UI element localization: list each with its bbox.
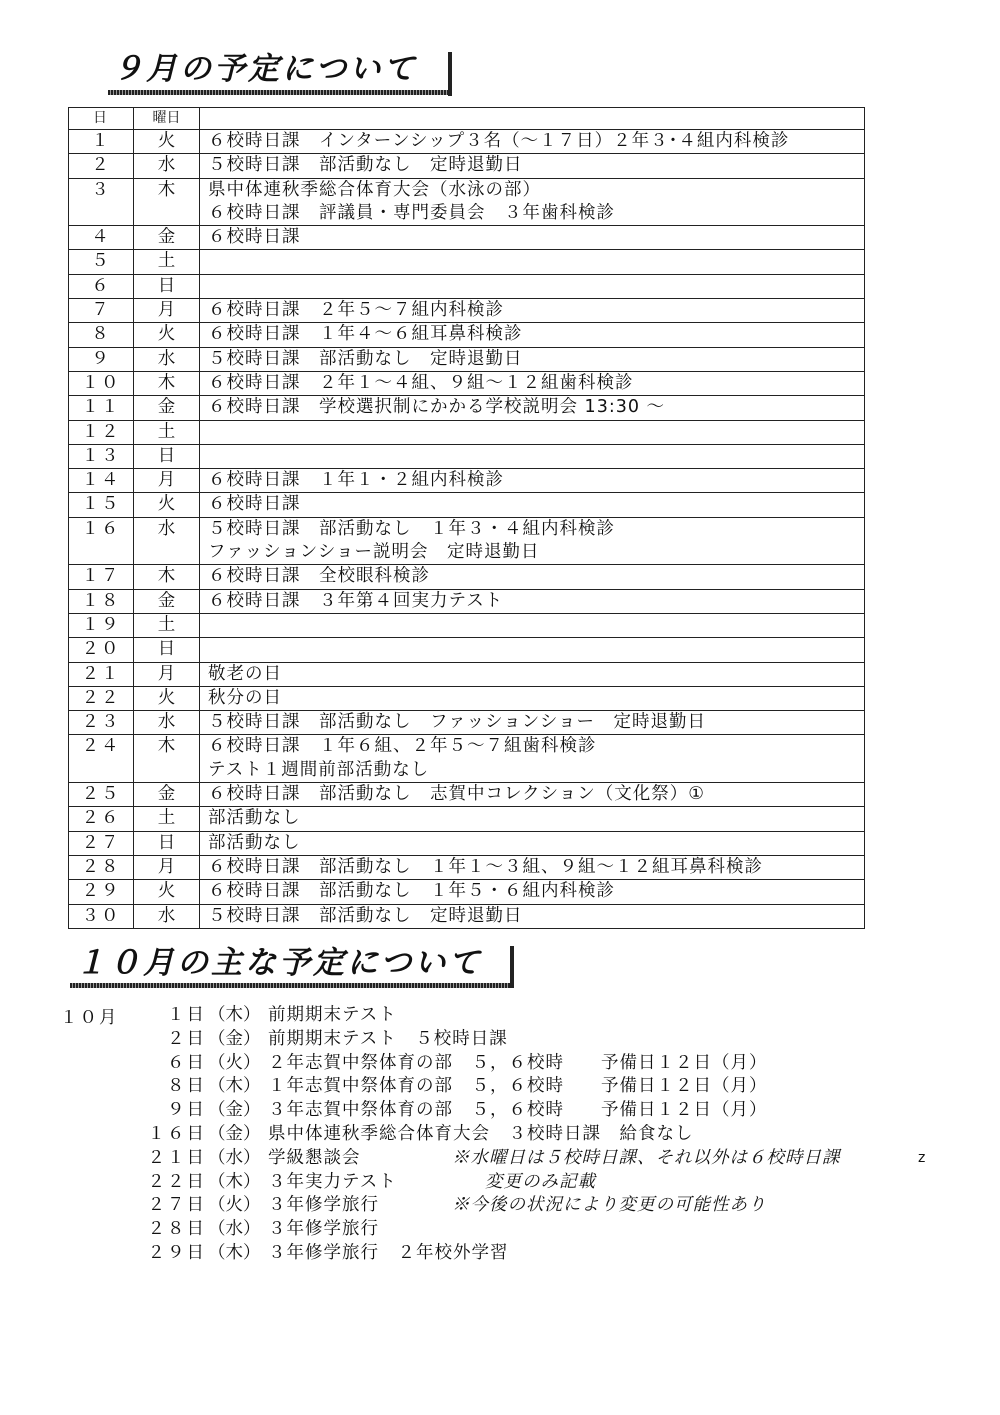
event-line: ６校時日課 ３年第４回実力テスト xyxy=(208,590,504,611)
row-events xyxy=(200,783,865,807)
row-day: ２４ xyxy=(69,735,134,783)
event-line: ６校時日課 部活動なし １年５・６組内科検診 xyxy=(208,881,615,902)
oct-event: ３年実力テスト xyxy=(268,1171,397,1192)
row-day: ３０ xyxy=(69,904,134,928)
row-weekday: 水 xyxy=(134,711,200,735)
row-weekday: 木 xyxy=(134,178,200,226)
oct-weekday: （木） xyxy=(208,1005,261,1025)
row-weekday: 火 xyxy=(134,493,200,517)
list-item xyxy=(60,1075,940,1098)
row-events xyxy=(200,469,865,493)
oct-day: １日 xyxy=(167,1005,206,1025)
stray-mark: z xyxy=(918,1150,926,1166)
oct-day: ８日 xyxy=(167,1076,206,1097)
row-day: ３ xyxy=(69,178,134,226)
row-weekday: 火 xyxy=(134,323,200,347)
october-heading xyxy=(75,945,483,981)
row-events xyxy=(200,250,865,274)
event-line: ６校時日課 全校眼科検診 xyxy=(208,566,430,587)
row-events xyxy=(200,274,865,298)
event-line: ６校時日課 評議員・専門委員会 ３年歯科検診 xyxy=(208,202,615,223)
row-day: １７ xyxy=(69,565,134,589)
row-weekday: 水 xyxy=(134,517,200,565)
row-events xyxy=(200,662,865,686)
row-events xyxy=(200,904,865,928)
event-line: ６校時日課 インターンシップ３名（～１７日）２年３･４組内科検診 xyxy=(208,131,790,151)
event-line: ５校時日課 部活動なし 定時退勤日 xyxy=(208,348,523,369)
row-day: １４ xyxy=(69,469,134,493)
oct-date xyxy=(130,1004,261,1027)
row-events xyxy=(200,589,865,613)
row-events xyxy=(200,735,865,783)
october-note-subject-to-change: ※今後の状況により変更の可能性あり xyxy=(452,1195,767,1215)
october-schedule-list xyxy=(60,1004,960,1266)
row-weekday: 日 xyxy=(134,638,200,662)
event-line: ６校時日課 ２年５～７組内科検診 xyxy=(208,300,504,321)
row-events xyxy=(200,493,865,517)
oct-event: １年志賀中祭体育の部 ５，６校時 予備日１２日（月） xyxy=(268,1076,768,1097)
row-weekday: 月 xyxy=(134,855,200,879)
row-weekday: 木 xyxy=(134,565,200,589)
list-item xyxy=(60,1004,940,1027)
list-item xyxy=(60,1052,940,1075)
row-day: １９ xyxy=(69,613,134,637)
row-events xyxy=(200,178,865,226)
october-month-label: １０月 xyxy=(60,1008,119,1028)
event-line: ６校時日課 １年１・２組内科検診 xyxy=(208,470,504,491)
header-day: 日 xyxy=(69,108,134,130)
table-row xyxy=(69,323,865,347)
row-day: ２８ xyxy=(69,855,134,879)
table-row xyxy=(69,711,865,735)
table-row xyxy=(69,686,865,710)
list-item xyxy=(60,1123,940,1146)
september-schedule-table xyxy=(68,107,865,929)
event-line: 部活動なし xyxy=(208,832,301,853)
table-row xyxy=(69,396,865,420)
event-line: 秋分の日 xyxy=(208,687,282,708)
oct-weekday: （木） xyxy=(208,1243,261,1263)
event-line: ５校時日課 部活動なし １年３・４組内科検診 xyxy=(208,518,615,539)
event-line: テスト１週間前部活動なし xyxy=(208,759,430,780)
row-weekday: 金 xyxy=(134,783,200,807)
row-events xyxy=(200,613,865,637)
oct-day: ９日 xyxy=(167,1100,206,1121)
oct-weekday: （火） xyxy=(208,1052,261,1073)
oct-day: １６日 xyxy=(147,1124,206,1144)
table-row xyxy=(69,347,865,371)
oct-day: ２７日 xyxy=(147,1195,206,1216)
october-note-wednesday: ※水曜日は５校時日課、それ以外は６校時日課 xyxy=(452,1148,841,1168)
oct-date xyxy=(130,1123,261,1146)
table-row xyxy=(69,130,865,154)
row-day: ２０ xyxy=(69,638,134,662)
event-line: ６校時日課 部活動なし １年１～３組、９組～１２組耳鼻科検診 xyxy=(208,856,763,877)
row-weekday: 火 xyxy=(134,880,200,904)
list-item xyxy=(60,1099,940,1122)
row-day: ９ xyxy=(69,347,134,371)
row-events xyxy=(200,638,865,662)
october-note-changes-only: 変更のみ記載 xyxy=(485,1172,596,1192)
row-events xyxy=(200,371,865,395)
row-weekday: 金 xyxy=(134,226,200,250)
row-day: １５ xyxy=(69,493,134,517)
table-row xyxy=(69,638,865,662)
oct-date xyxy=(130,1075,261,1098)
oct-weekday: （金） xyxy=(208,1100,261,1121)
september-title: ９月の予定について xyxy=(112,51,418,87)
row-weekday: 日 xyxy=(134,444,200,468)
oct-date xyxy=(130,1171,261,1194)
oct-weekday: （木） xyxy=(208,1171,261,1192)
event-line: 敬老の日 xyxy=(208,663,282,684)
oct-event: 県中体連秋季総合体育大会 ３校時日課 給食なし xyxy=(268,1124,694,1144)
row-events xyxy=(200,299,865,323)
oct-event: ３年修学旅行 xyxy=(268,1195,379,1216)
row-day: ６ xyxy=(69,274,134,298)
oct-weekday: （水） xyxy=(208,1219,261,1240)
oct-weekday: （金） xyxy=(208,1124,261,1144)
table-row xyxy=(69,517,865,565)
event-line: 県中体連秋季総合体育大会（水泳の部） xyxy=(208,179,541,200)
table-row xyxy=(69,662,865,686)
row-weekday: 日 xyxy=(134,831,200,855)
september-heading xyxy=(112,51,418,87)
oct-event: 前期期末テスト xyxy=(268,1005,397,1025)
row-day: ５ xyxy=(69,250,134,274)
oct-weekday: （木） xyxy=(208,1076,261,1097)
row-weekday: 土 xyxy=(134,420,200,444)
oct-day: ２９日 xyxy=(147,1243,206,1263)
oct-event: 学級懇談会 xyxy=(268,1147,361,1168)
row-day: ２５ xyxy=(69,783,134,807)
oct-date xyxy=(130,1147,261,1170)
row-weekday: 金 xyxy=(134,396,200,420)
row-weekday: 土 xyxy=(134,807,200,831)
list-item xyxy=(60,1218,940,1241)
event-line: ６校時日課 学校選択制にかかる学校説明会 13:30 ～ xyxy=(208,397,666,418)
oct-date xyxy=(130,1242,261,1265)
row-events xyxy=(200,323,865,347)
event-line: ５校時日課 部活動なし 定時退勤日 xyxy=(208,155,523,176)
row-day: ２６ xyxy=(69,807,134,831)
row-events xyxy=(200,855,865,879)
row-events xyxy=(200,831,865,855)
row-day: １２ xyxy=(69,420,134,444)
row-events xyxy=(200,130,865,154)
oct-day: ２１日 xyxy=(147,1147,206,1168)
oct-weekday: （金） xyxy=(208,1028,261,1049)
row-day: ２ xyxy=(69,154,134,178)
table-row xyxy=(69,880,865,904)
row-events xyxy=(200,565,865,589)
table-row xyxy=(69,444,865,468)
oct-event: ３年志賀中祭体育の部 ５，６校時 予備日１２日（月） xyxy=(268,1100,768,1121)
row-events xyxy=(200,444,865,468)
oct-date xyxy=(130,1052,261,1075)
table-row xyxy=(69,274,865,298)
oct-event: ２年志賀中祭体育の部 ５，６校時 予備日１２日（月） xyxy=(268,1052,768,1073)
oct-event: ３年修学旅行 xyxy=(268,1219,379,1240)
oct-date xyxy=(130,1218,261,1241)
table-row xyxy=(69,831,865,855)
row-weekday: 土 xyxy=(134,250,200,274)
october-heading-underline xyxy=(70,983,512,988)
table-row xyxy=(69,783,865,807)
row-day: ２７ xyxy=(69,831,134,855)
september-heading-bar xyxy=(448,52,452,96)
september-heading-underline xyxy=(108,90,450,95)
row-day: ２１ xyxy=(69,662,134,686)
oct-date xyxy=(130,1194,261,1217)
row-events xyxy=(200,686,865,710)
row-day: ７ xyxy=(69,299,134,323)
table-row xyxy=(69,420,865,444)
row-weekday: 火 xyxy=(134,130,200,154)
table-row xyxy=(69,371,865,395)
table-row xyxy=(69,299,865,323)
list-item xyxy=(60,1028,940,1051)
row-events xyxy=(200,226,865,250)
event-line: ６校時日課 １年４～６組耳鼻科検診 xyxy=(208,324,523,345)
table-row xyxy=(69,226,865,250)
row-day: ８ xyxy=(69,323,134,347)
event-line xyxy=(208,445,864,468)
table-row xyxy=(69,154,865,178)
row-day: １３ xyxy=(69,444,134,468)
list-item xyxy=(60,1242,940,1265)
row-day: ２９ xyxy=(69,880,134,904)
row-events xyxy=(200,517,865,565)
table-row xyxy=(69,589,865,613)
event-line xyxy=(208,638,864,661)
row-events xyxy=(200,807,865,831)
event-line xyxy=(208,614,864,637)
oct-date xyxy=(130,1028,261,1051)
table-row xyxy=(69,855,865,879)
table-row xyxy=(69,250,865,274)
row-weekday: 水 xyxy=(134,154,200,178)
row-weekday: 月 xyxy=(134,469,200,493)
event-line: ６校時日課 １年６組、２年５～７組歯科検診 xyxy=(208,736,597,757)
row-weekday: 土 xyxy=(134,613,200,637)
event-line: 部活動なし xyxy=(208,808,301,829)
table-row xyxy=(69,904,865,928)
event-line: ファッションショー説明会 定時退勤日 xyxy=(208,542,540,563)
row-weekday: 水 xyxy=(134,904,200,928)
oct-day: ２８日 xyxy=(147,1219,206,1240)
row-weekday: 木 xyxy=(134,371,200,395)
event-line xyxy=(208,250,864,273)
event-line: ５校時日課 部活動なし ファッションショー 定時退勤日 xyxy=(208,712,707,733)
row-day: １ xyxy=(69,130,134,154)
oct-day: ２２日 xyxy=(147,1171,206,1192)
event-line: ５校時日課 部活動なし 定時退勤日 xyxy=(208,905,523,926)
row-events xyxy=(200,880,865,904)
row-events xyxy=(200,154,865,178)
oct-weekday: （火） xyxy=(208,1195,261,1216)
october-heading-bar xyxy=(510,946,514,988)
row-weekday: 金 xyxy=(134,589,200,613)
row-day: ２３ xyxy=(69,711,134,735)
row-day: １６ xyxy=(69,517,134,565)
table-row xyxy=(69,735,865,783)
row-weekday: 月 xyxy=(134,662,200,686)
row-day: ２２ xyxy=(69,686,134,710)
row-day: ４ xyxy=(69,226,134,250)
row-day: １８ xyxy=(69,589,134,613)
event-line: ６校時日課 ２年１～４組、９組～１２組歯科検診 xyxy=(208,372,634,393)
table-header-row xyxy=(69,108,865,130)
row-day: １１ xyxy=(69,396,134,420)
header-weekday: 曜日 xyxy=(134,108,200,130)
table-row xyxy=(69,613,865,637)
row-events xyxy=(200,347,865,371)
oct-date xyxy=(130,1099,261,1122)
row-events xyxy=(200,711,865,735)
oct-event: ３年修学旅行 ２年校外学習 xyxy=(268,1243,509,1263)
event-line xyxy=(208,421,864,444)
event-line xyxy=(208,275,864,298)
row-weekday: 木 xyxy=(134,735,200,783)
table-row xyxy=(69,493,865,517)
oct-day: ２日 xyxy=(167,1028,206,1049)
event-line: ６校時日課 部活動なし 志賀中コレクション（文化祭）① xyxy=(208,784,705,805)
event-line: ６校時日課 xyxy=(208,227,301,248)
october-title: １０月の主な予定について xyxy=(75,945,483,981)
table-row xyxy=(69,178,865,226)
event-line: ６校時日課 xyxy=(208,494,301,515)
row-weekday: 火 xyxy=(134,686,200,710)
table-row xyxy=(69,807,865,831)
row-events xyxy=(200,420,865,444)
oct-day: ６日 xyxy=(167,1052,206,1073)
row-weekday: 月 xyxy=(134,299,200,323)
table-row xyxy=(69,469,865,493)
row-weekday: 日 xyxy=(134,274,200,298)
oct-weekday: （水） xyxy=(208,1147,261,1168)
row-weekday: 水 xyxy=(134,347,200,371)
row-day: １０ xyxy=(69,371,134,395)
oct-event: 前期期末テスト ５校時日課 xyxy=(268,1028,508,1049)
header-event xyxy=(200,108,865,130)
row-events xyxy=(200,396,865,420)
table-row xyxy=(69,565,865,589)
